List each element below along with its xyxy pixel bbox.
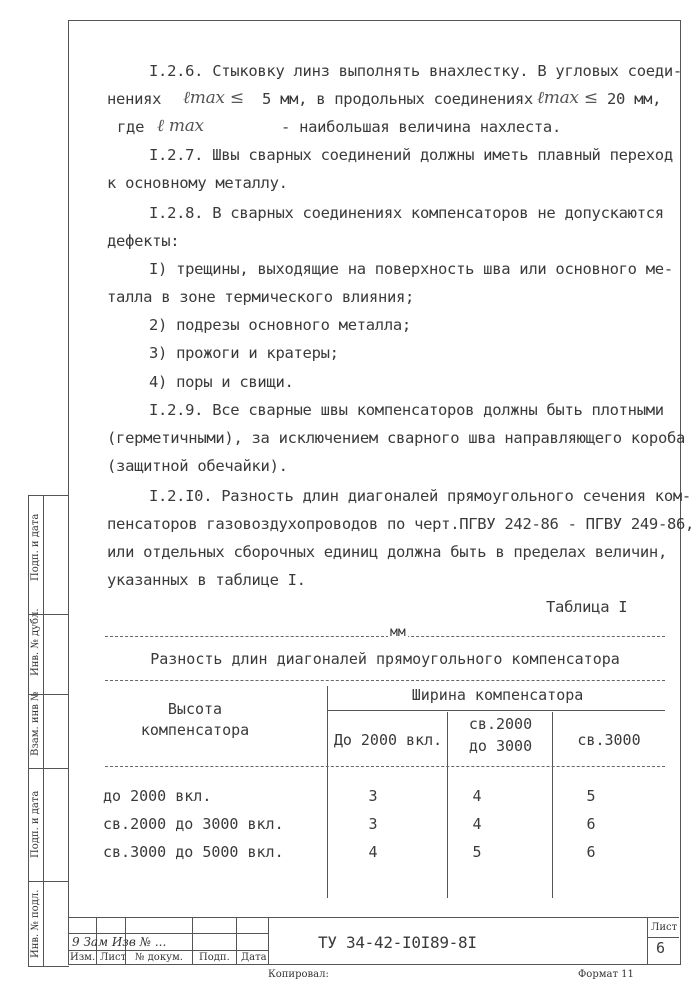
row-3-value-1: 4 <box>368 843 378 861</box>
col-label-izm: Изм. <box>70 952 96 963</box>
paragraph-1-2-6-line-3-end: - наибольшая величина нахлеста. <box>281 118 561 136</box>
side-label-inv-dubl: Инв. № дубл. <box>30 608 41 676</box>
title-block-col-5 <box>268 917 269 964</box>
paragraph-1-2-7-line-1: I.2.7. Швы сварных соединений должны иметь плавный переход <box>149 146 673 164</box>
paragraph-1-2-9-line-2: (герметичными), за исключением сварного шва направляющего короба <box>107 429 686 447</box>
document-designation: ТУ 34-42-I0I89-8I <box>318 933 477 952</box>
paragraph-1-2-8-line-2: дефекты: <box>107 232 180 250</box>
side-cell-divider-3 <box>29 768 69 769</box>
row-header-line-2: компенсатора <box>140 721 250 739</box>
table-unit: мм <box>390 625 406 640</box>
side-label-vzam-inv: Взам. инв № <box>30 691 41 756</box>
defect-2: 2) подрезы основного металла; <box>149 316 411 334</box>
paragraph-1-2-6-line-2-middle: 5 мм, в продольных соединениях <box>262 90 533 108</box>
row-2-value-2: 4 <box>472 815 482 833</box>
width-group-header: Ширина компенсатора <box>411 686 584 704</box>
title-block-col-4 <box>236 917 237 964</box>
paragraph-1-2-6-line-1: I.2.6. Стыковку линз выполнять внахлестку. В угловых соеди- <box>149 62 682 80</box>
table-title: Разность длин диагоналей прямоугольного компенсатора <box>150 650 620 668</box>
column-header-2-line-1: св.2000 <box>468 715 533 733</box>
table-caption: Таблица I <box>546 598 628 616</box>
title-block-top-rule <box>68 917 679 918</box>
col-label-sign: Подп. <box>199 952 230 963</box>
side-strip-divider <box>43 496 44 966</box>
paragraph-1-2-9-line-3: (защитной обечайки). <box>107 457 288 475</box>
paragraph-1-2-10-line-2: пенсаторов газовоздухопроводов по черт.ПГВУ 242-86 - ПГВУ 249-86, <box>107 515 695 533</box>
paragraph-1-2-8-line-1: I.2.8. В сварных соединениях компенсаторов не допускаются <box>149 204 664 222</box>
row-header-line-1: Высота <box>167 700 223 718</box>
symbol-l-max-1: ℓmax ≤ <box>183 88 244 108</box>
table-vline-2 <box>447 712 448 898</box>
row-2-value-3: 6 <box>586 815 596 833</box>
row-1-value-3: 5 <box>586 787 596 805</box>
table-header-rule <box>105 766 665 767</box>
defect-1-line-2: талла в зоне термического влияния; <box>107 288 415 306</box>
sheet-label: Лист <box>651 922 678 933</box>
side-stamp-strip <box>28 495 69 967</box>
row-1-value-2: 4 <box>472 787 482 805</box>
sheet-number: 6 <box>656 939 665 957</box>
paragraph-1-2-6-line-2-start: нениях <box>107 90 162 108</box>
column-header-2-line-2: до 3000 <box>468 737 533 755</box>
col-label-doc: № докум. <box>135 952 183 963</box>
handwritten-revision-entry: 9 Зам Изв № ... <box>72 935 167 949</box>
row-3-value-3: 6 <box>586 843 596 861</box>
format-label: Формат 11 <box>578 969 634 980</box>
defect-3: 3) прожоги и кратеры; <box>149 344 339 362</box>
row-2-value-1: 3 <box>368 815 378 833</box>
defect-1-line-1: I) трещины, выходящие на поверхность шва или основного ме- <box>149 260 673 278</box>
table-top-rule <box>105 636 665 637</box>
title-block-row-rule-2 <box>68 950 268 951</box>
copied-by-label: Копировал: <box>268 969 329 980</box>
title-block-col-3 <box>192 917 193 964</box>
title-block-sheet-col <box>647 917 648 964</box>
paragraph-1-2-6-line-3-start: где <box>117 118 145 136</box>
side-label-sign-date-1: Подп. и дата <box>30 513 41 581</box>
table-title-rule <box>105 680 665 681</box>
col-label-list: Лист <box>100 952 127 963</box>
defect-4: 4) поры и свищи. <box>149 373 294 391</box>
col-label-date: Дата <box>241 952 267 963</box>
paragraph-1-2-10-line-4: указанных в таблице I. <box>107 571 306 589</box>
side-cell-divider-4 <box>29 881 69 882</box>
paragraph-1-2-7-line-2: к основному металлу. <box>107 174 288 192</box>
row-3-value-2: 5 <box>472 843 482 861</box>
column-header-3: св.3000 <box>577 731 641 749</box>
row-1-value-1: 3 <box>368 787 378 805</box>
symbol-l-max-3: ℓ max <box>157 116 204 136</box>
symbol-l-max-2: ℓmax ≤ <box>537 88 598 108</box>
row-1-label: до 2000 вкл. <box>103 787 212 805</box>
side-label-sign-date-2: Подп. и дата <box>30 790 41 858</box>
paragraph-1-2-6-line-2-end: 20 мм, <box>607 90 662 108</box>
row-2-label: св.2000 до 3000 вкл. <box>103 815 284 833</box>
paragraph-1-2-10-line-1: I.2.I0. Разность длин диагоналей прямоугольного сечения ком- <box>149 487 691 505</box>
side-label-inv-podl: Инв. № подл. <box>30 889 41 958</box>
paragraph-1-2-9-line-1: I.2.9. Все сварные швы компенсаторов должны быть плотными <box>149 401 664 419</box>
column-header-1: До 2000 вкл. <box>333 731 443 749</box>
table-vline-3 <box>552 712 553 898</box>
title-block-row-rule-1 <box>68 933 268 934</box>
paragraph-1-2-10-line-3: или отдельных сборочных единиц должна быть в пределах величин, <box>107 543 667 561</box>
row-3-label: св.3000 до 5000 вкл. <box>103 843 284 861</box>
group-header-rule <box>328 710 665 711</box>
page-frame-bottom <box>68 964 680 965</box>
